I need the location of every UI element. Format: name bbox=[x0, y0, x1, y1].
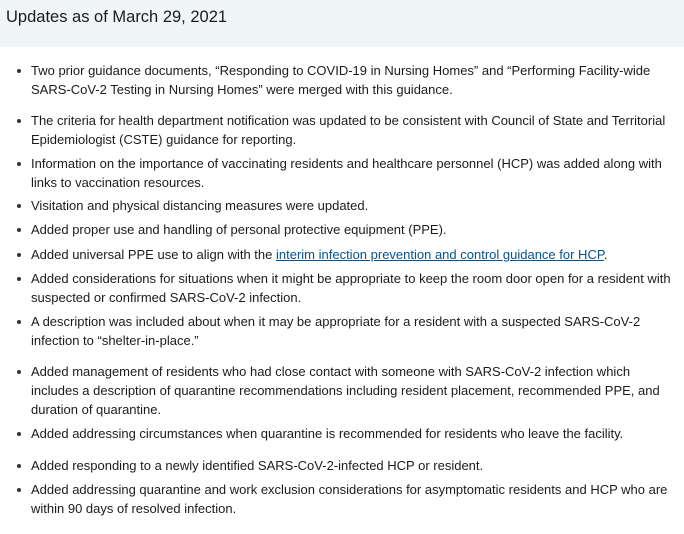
list-item: Added addressing circumstances when quarantine is recommended for residents who leave the facility. bbox=[31, 424, 676, 443]
list-item: Information on the importance of vaccinating residents and healthcare personnel (HCP) was added along with links to vaccination resources. bbox=[31, 154, 676, 192]
list-item: Added addressing quarantine and work exclusion considerations for asymptomatic residents and HCP who are within 90 days of resolved infection. bbox=[31, 480, 676, 518]
list-item: Visitation and physical distancing measures were updated. bbox=[31, 196, 676, 215]
list-item: Added proper use and handling of personal protective equipment (PPE). bbox=[31, 220, 676, 239]
hcp-guidance-link[interactable]: interim infection prevention and control guidance for HCP bbox=[275, 247, 604, 262]
section-header bbox=[0, 0, 684, 47]
list-item: The criteria for health department notification was updated to be consistent with Council of State and Territorial Epidemiologist (CSTE) guidance for reporting. bbox=[31, 111, 676, 149]
list-item-text: Added universal PPE use to align with the bbox=[31, 247, 276, 262]
list-item: Added responding to a newly identified SARS-CoV-2-infected HCP or resident. bbox=[31, 456, 676, 475]
list-item: Two prior guidance documents, “Responding to COVID-19 in Nursing Homes” and “Performing Facility-wide SARS-CoV-2 Testing in Nursing Homes” were merged with this guidance. bbox=[31, 61, 676, 99]
list-item-text: . bbox=[603, 247, 608, 262]
list-item: A description was included about when it may be appropriate for a resident with a suspected SARS-CoV-2 infection to “shelter-in-place.” bbox=[31, 312, 676, 350]
list-item bbox=[31, 245, 676, 264]
list-item: Added management of residents who had close contact with someone with SARS-CoV-2 infection which includes a description of quarantine recommendations including resident placement, recommended PPE, and duration of quarantine. bbox=[31, 362, 676, 419]
list-item: Added considerations for situations when it might be appropriate to keep the room door open for a resident with suspected or confirmed SARS-CoV-2 infection. bbox=[31, 269, 676, 307]
section-title: Updates as of March 29, 2021 bbox=[6, 8, 228, 26]
